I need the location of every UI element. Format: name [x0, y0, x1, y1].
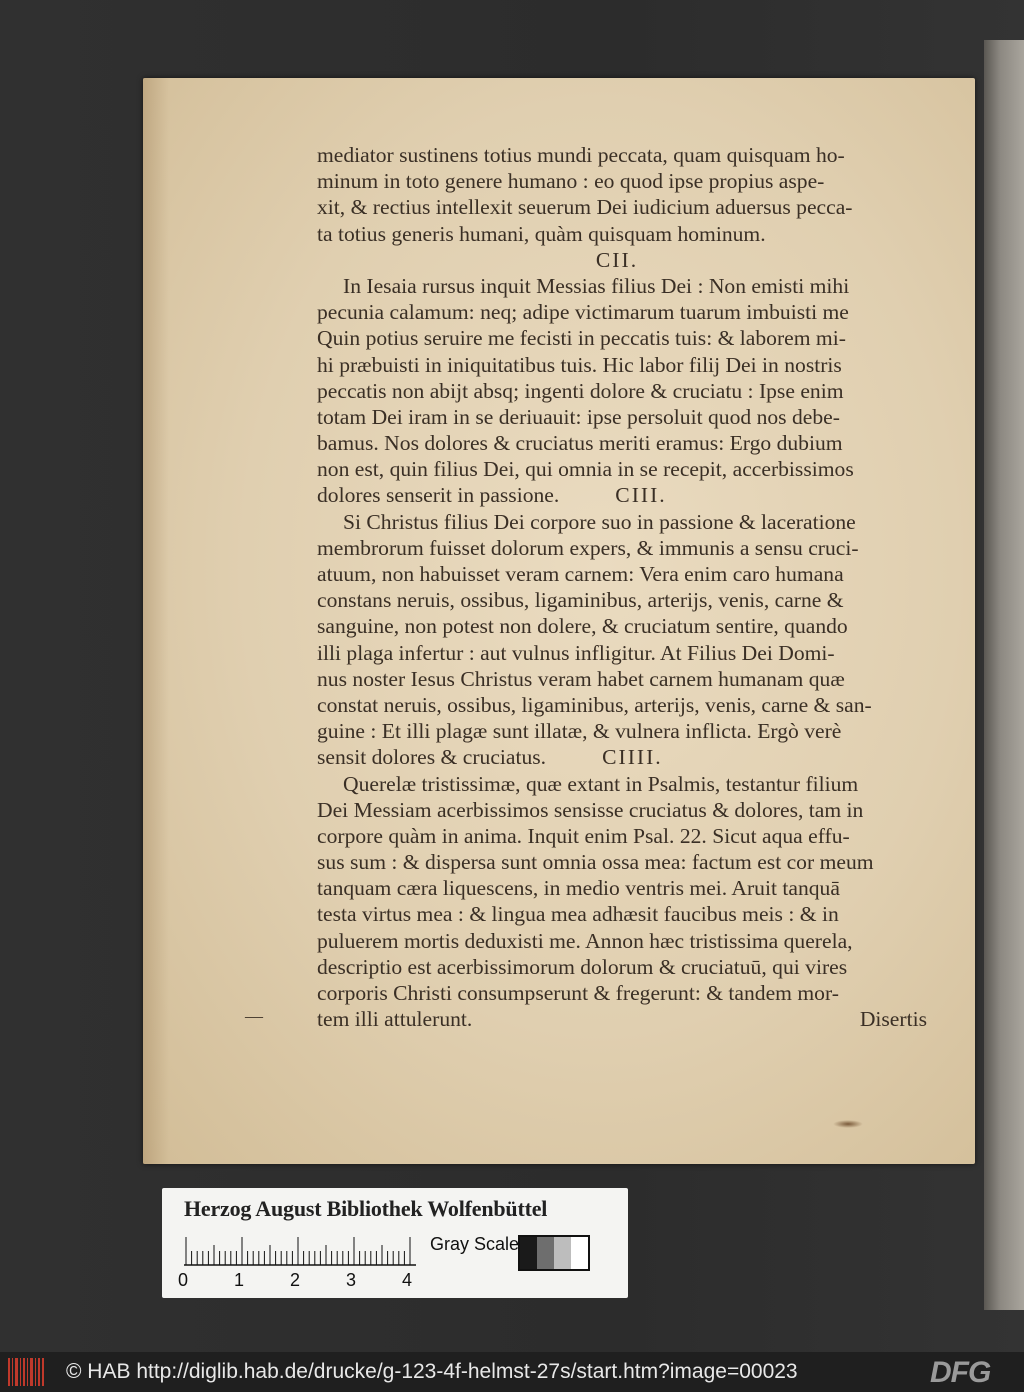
color-scale-card	[162, 1188, 628, 1298]
gray-scale-label: Gray Scale	[430, 1234, 520, 1254]
text-line: sanguine, non potest non dolere, & cruciatum sentire, quando	[317, 614, 848, 639]
catchword: Disertis	[859, 1007, 927, 1032]
text-line: atuum, non habuisset veram carnem: Vera enim caro humana	[317, 562, 844, 586]
text-line: peccatis non abijt absq; ingenti dolore & cruciatu : Ipse enim	[317, 378, 844, 403]
book-page	[143, 78, 975, 1164]
text-fragment: tem illi attulerunt.	[317, 1007, 473, 1032]
gray-swatch	[537, 1237, 554, 1269]
ruler-number: 0	[178, 1270, 189, 1290]
text-line: hi præbuisti in iniquitatibus tuis. Hic labor filij Dei in nostris	[317, 352, 842, 377]
text-line: membrorum fuisset dolorum expers, & immunis a sensu cruci-	[317, 535, 859, 560]
text-line: tanquam cæra liquescens, in medio ventris mei. Aruit tanquā	[317, 876, 840, 901]
text-line: descriptio est acerbissimorum dolorum & cruciatuū, qui vires	[317, 954, 848, 979]
margin-dash-mark: —	[245, 1006, 263, 1026]
ruler-number: 1	[234, 1270, 245, 1290]
text-line: puluerem mortis deduxisti me. Annon hæc tristissima querela,	[317, 928, 853, 953]
text-fragment: sensit dolores & cruciatus.	[317, 745, 547, 770]
section-number: CIII.	[615, 483, 667, 508]
text-line: Si Christus filius Dei corpore suo in passione & laceratione	[343, 509, 856, 534]
text-line: constat neruis, ossibus, ligaminibus, arterijs, venis, carne & san-	[317, 692, 872, 717]
ruler-number: 2	[290, 1270, 301, 1290]
text-line: testa virtus mea : & lingua mea adhæsit faucibus meis : & in	[317, 902, 839, 927]
text-line: mediator sustinens totius mundi peccata, quam quisquam ho-	[317, 143, 845, 167]
text-line: Quin potius seruire me fecisti in peccatis tuis: & laborem mi-	[317, 326, 846, 351]
section-number: CII.	[595, 247, 639, 272]
page-text	[317, 142, 927, 1032]
text-line: pecunia calamum: neq; adipe victimarum tuarum imbuisti me	[317, 300, 849, 325]
ink-stain	[833, 1120, 863, 1128]
text-line: ta totius generis humani, quàm quisquam hominum.	[317, 221, 766, 246]
viewer-footer	[0, 1352, 1024, 1392]
text-line: minum in toto genere humano : eo quod ipse propius aspe-	[317, 169, 825, 194]
text-line: sus sum : & dispersa sunt omnia ossa mea: factum est cor meum	[317, 850, 874, 875]
text-line: nus noster Iesus Christus veram habet carnem humanam quæ	[317, 666, 845, 691]
ruler-ticks	[184, 1236, 416, 1266]
text-line: constans neruis, ossibus, ligaminibus, arterijs, venis, carne &	[317, 588, 844, 613]
text-line: Querelæ tristissimæ, quæ extant in Psalmis, testantur filium	[343, 771, 859, 796]
text-line: non est, quin filius Dei, qui omnia in se recepit, accerbissimos	[317, 457, 854, 482]
text-line-with-number	[317, 482, 917, 508]
dfg-logo: DFG	[930, 1356, 991, 1389]
ruler-number: 3	[346, 1270, 357, 1290]
barcode-icon	[8, 1358, 46, 1386]
text-line: Dei Messiam acerbissimos sensisse cruciatus & dolores, tam in	[317, 797, 864, 822]
text-line: guine : Et illi plagæ sunt illatæ, & vulnera inflicta. Ergò verè	[317, 719, 842, 744]
text-line: xit, & rectius intellexit seuerum Dei iudicium aduersus pecca-	[317, 195, 853, 220]
text-line-with-catchword	[317, 1006, 927, 1032]
text-line: In Iesaia rursus inquit Messias filius Dei : Non emisti mihi	[343, 273, 850, 298]
text-fragment: dolores senserit in passione.	[317, 483, 560, 508]
text-line: corporis Christi consumpserunt & fregerunt: & tandem mor-	[317, 981, 839, 1005]
gray-swatch	[571, 1237, 588, 1269]
copyright-link[interactable]: © HAB http://diglib.hab.de/drucke/g-123-4f-helmst-27s/start.htm?image=00023	[66, 1360, 798, 1383]
ruler-number: 4	[402, 1270, 413, 1290]
section-number: CIIII.	[602, 745, 663, 770]
gray-scale-swatches	[518, 1235, 590, 1271]
text-line: bamus. Nos dolores & cruciatus meriti eramus: Ergo dubium	[317, 431, 843, 456]
gray-swatch	[554, 1237, 571, 1269]
library-name: Herzog August Bibliothek Wolfenbüttel	[184, 1196, 548, 1221]
gray-swatch	[520, 1237, 537, 1269]
adjacent-page-edge	[984, 40, 1024, 1310]
text-line: illi plaga infertur : aut vulnus infligitur. At Filius Dei Domi-	[317, 640, 835, 665]
text-line: corpore quàm in anima. Inquit enim Psal. 22. Sicut aqua effu-	[317, 823, 850, 848]
text-line-with-number	[317, 744, 917, 770]
text-line: totam Dei iram in se deriuauit: ipse persoluit quod nos debe-	[317, 404, 840, 429]
